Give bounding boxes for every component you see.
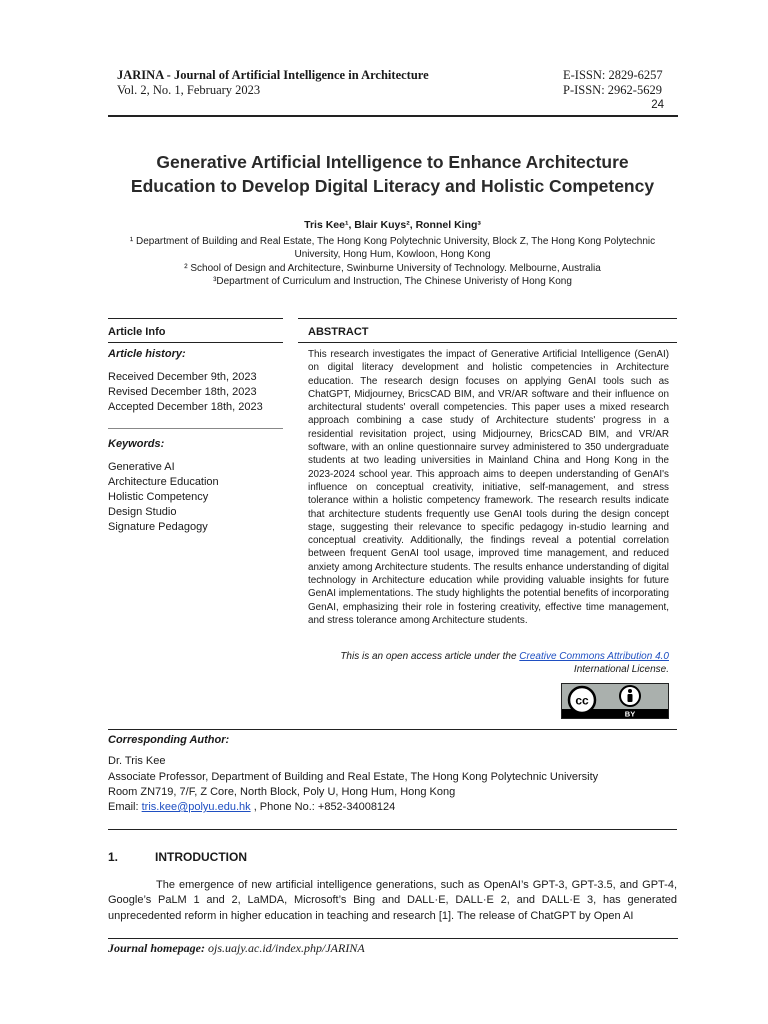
keyword: Design Studio (108, 506, 177, 518)
cc-icon-label: cc (575, 693, 589, 708)
page-number: 24 (651, 99, 664, 111)
abstract-heading: ABSTRACT (308, 326, 369, 338)
corresponding-bottom-rule (108, 829, 677, 830)
abstract-top-rule (298, 318, 677, 319)
keywords-rule (108, 428, 283, 429)
keyword: Holistic Competency (108, 491, 209, 503)
cc-by-badge[interactable] (561, 683, 669, 719)
cc-icon (569, 687, 595, 713)
article-info-rule (108, 342, 283, 343)
journal-homepage (108, 941, 365, 956)
email-link[interactable]: tris.kee@polyu.edu.hk (141, 801, 251, 813)
keyword: Architecture Education (108, 476, 219, 488)
article-info-top-rule (108, 318, 283, 319)
author-contact (108, 801, 395, 813)
journal-name: JARINA - Journal of Artificial Intelligence in Architecture (117, 68, 429, 82)
author-position: Associate Professor, Department of Building and Real Estate, The Hong Kong Polytechnic University (108, 771, 599, 783)
paper-title (100, 150, 685, 198)
p-issn: P-ISSN: 2962-5629 (563, 83, 662, 97)
title-line: Generative Artificial Intelligence to Enhance Architecture (156, 152, 629, 172)
section-number: 1. (108, 850, 119, 864)
keyword: Signature Pedagogy (108, 521, 208, 533)
affiliation: University, Hong Hum, Kowloon, Hong Kong (294, 249, 491, 260)
keyword: Generative AI (108, 461, 175, 473)
author-name: Dr. Tris Kee (108, 755, 166, 767)
header-rule (108, 115, 678, 117)
corresponding-top-rule (108, 729, 677, 730)
journal-volume: Vol. 2, No. 1, February 2023 (117, 83, 261, 97)
authors: Tris Kee¹, Blair Kuys², Ronnel King³ (304, 219, 481, 231)
email-label: Email: (108, 801, 142, 813)
abstract-text: This research investigates the impact of Generative Artificial Intelligence (GenAI) on digital literacy development and holistic competencies in Architecture education. The research design focuses on applying GenAI tools such as ChatGPT, Midjourney, BricsCAD BIM, and VR/AR software and their influence on architectural students' overall competencies. This paper uses a mixed research approach combining a case study of Architecture students' progress in a residential revisitation project, using Midjourney, BricsCAD BIM, and VR/AR software, with an online questionnaire survey administered to 350 undergraduate students at two leading universities in Mainland China and Hong Kong in the 2023-2024 school year. This approach aims to deepen understanding of GenAI's influence on conceptual creativity, initiative, self-management, and stress tolerance within a holistic competency framework. The research results indicate that architecture students frequently use GenAI tools during the design concept stage, suggesting their relevance to specific pedagogy in-studio learning and conceptual creativity. Additionally, the findings reveal a potential correlation between frequent GenAI tool usage, improved time management, and reduced anxiety among Architecture students. The results enhance understanding of digital technology in Architecture education while providing valuable insights for future GenAI implementations. The study highlights the potential benefits of incorporating GenAI, emphasizing their role in fostering creativity, effective time management, and stress tolerance among Architecture students. (308, 349, 669, 626)
introduction-text: The emergence of new artificial intelligence generations, such as OpenAI’s GPT-3, GPT-3.5, and GPT-4, Google’s PaLM 1 and 2, LaMDA, Microsoft’s Bing and DALL·E, DALL·E 2, and DALL·E 3, has generated unprecedented reform in higher education in teaching and research [1]. The release of ChatGPT by Open AI (108, 879, 677, 922)
revised-date: Revised December 18th, 2023 (108, 386, 257, 398)
abstract-rule (298, 342, 677, 343)
license-suffix: International License. (573, 664, 669, 675)
title-line: Education to Develop Digital Literacy and Holistic Competency (130, 176, 655, 196)
license-prefix: This is an open access article under the (340, 651, 520, 662)
footer-rule (108, 938, 678, 939)
affiliation: ² School of Design and Architecture, Swinburne University of Technology. Melbourne, Australia (184, 263, 601, 274)
accepted-date: Accepted December 18th, 2023 (108, 401, 263, 413)
affiliation: ¹ Department of Building and Real Estate, The Hong Kong Polytechnic University, Block Z, The Hong Kong Polytechnic (129, 236, 656, 247)
corresponding-author-label: Corresponding Author: (108, 734, 230, 746)
open-access-notice (300, 650, 669, 676)
homepage-url[interactable]: ojs.uajy.ac.id/index.php/JARINA (205, 941, 365, 955)
by-label: BY (624, 709, 636, 718)
phone-number: , Phone No.: +852-34008124 (250, 801, 396, 813)
section-title: INTRODUCTION (155, 850, 247, 864)
affiliation: ³Department of Curriculum and Instruction, The Chinese Univeristy of Hong Kong (213, 276, 572, 287)
homepage-label: Journal homepage: (108, 941, 206, 955)
author-address: Room ZN719, 7/F, Z Core, North Block, Poly U, Hong Hum, Hong Kong (108, 786, 456, 798)
article-history-label: Article history: (108, 348, 186, 360)
attribution-icon (620, 686, 640, 706)
received-date: Received December 9th, 2023 (108, 371, 257, 383)
e-issn: E-ISSN: 2829-6257 (563, 68, 663, 82)
keywords-label: Keywords: (108, 438, 165, 450)
article-info-heading: Article Info (108, 326, 166, 338)
license-link[interactable]: Creative Commons Attribution 4.0 (519, 651, 669, 662)
